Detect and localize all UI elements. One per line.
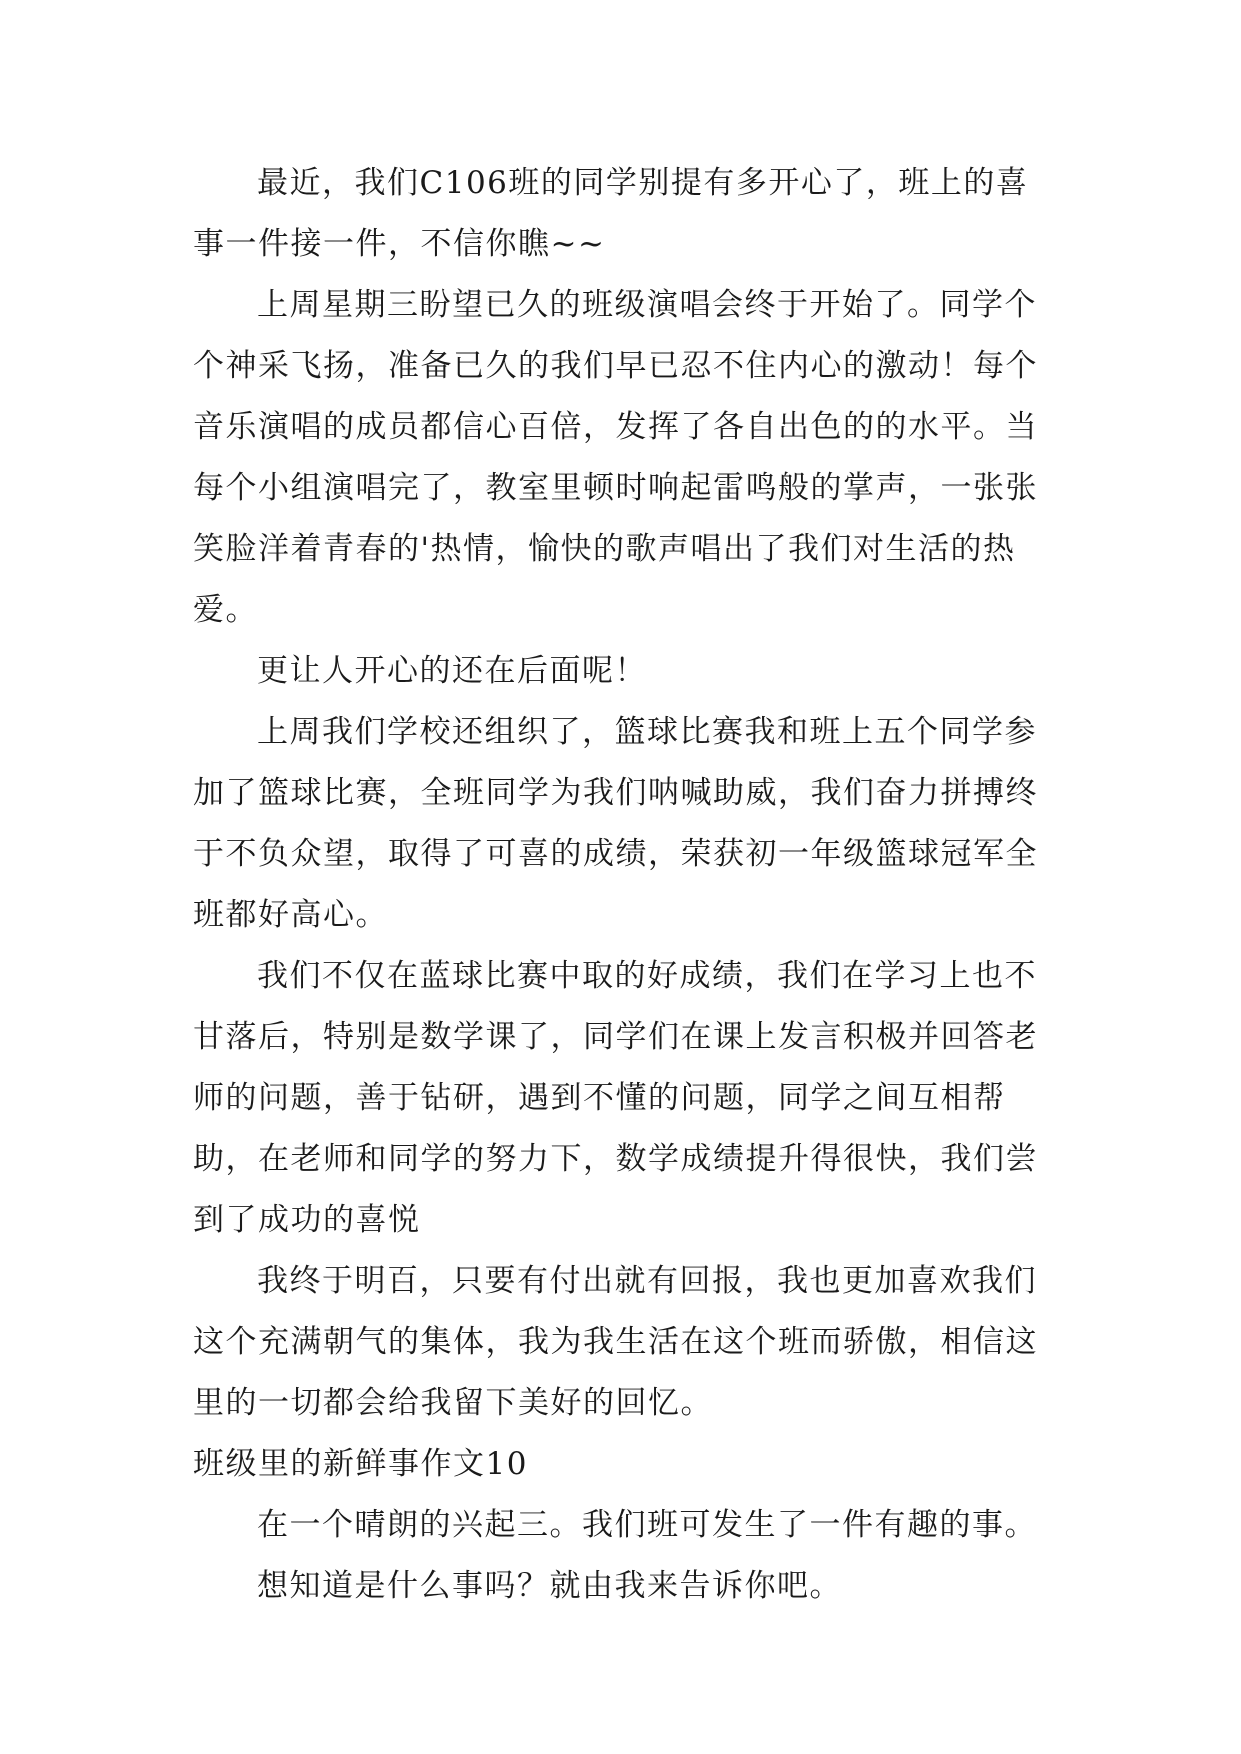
paragraph-study: 我们不仅在蓝球比赛中取的好成绩，我们在学习上也不甘落后，特别是数学课了，同学们在课上发言积极并回答老师的问题，善于钻研，遇到不懂的问题，同学之间互相帮助，在老师和同学的努力下，数学成绩提升得很快，我们尝到了成功的喜悦 (193, 958, 1038, 1238)
paragraph-intro: 最近，我们C106班的同学别提有多开心了，班上的喜事一件接一件，不信你瞧~~ (193, 165, 1029, 262)
essay-heading: 班级里的新鲜事作文10 (193, 1446, 528, 1482)
paragraph-transition: 更让人开心的还在后面呢！ (257, 653, 647, 689)
document-body (193, 153, 1053, 1617)
paragraph-conclusion: 我终于明百，只要有付出就有回报，我也更加喜欢我们这个充满朝气的集体，我为我生活在这个班而骄傲，相信这里的一切都会给我留下美好的回忆。 (193, 1263, 1038, 1421)
paragraph-basketball: 上周我们学校还组织了，篮球比赛我和班上五个同学参加了篮球比赛，全班同学为我们呐喊助威，我们奋力拼搏终于不负众望，取得了可喜的成绩，荣获初一年级篮球冠军全班都好高心。 (193, 714, 1038, 933)
paragraph-concert: 上周星期三盼望已久的班级演唱会终于开始了。同学个个神采飞扬，准备已久的我们早已忍不住内心的激动！每个音乐演唱的成员都信心百倍，发挥了各自出色的的水平。当每个小组演唱完了，教室里顿时响起雷鸣般的掌声，一张张笑脸洋着青春的'热情，愉快的歌声唱出了我们对生活的热爱。 (193, 287, 1038, 628)
paragraph-new-essay-question: 想知道是什么事吗？就由我来告诉你吧。 (257, 1568, 842, 1604)
paragraph-new-essay-opening: 在一个晴朗的兴起三。我们班可发生了一件有趣的事。 (257, 1507, 1037, 1543)
